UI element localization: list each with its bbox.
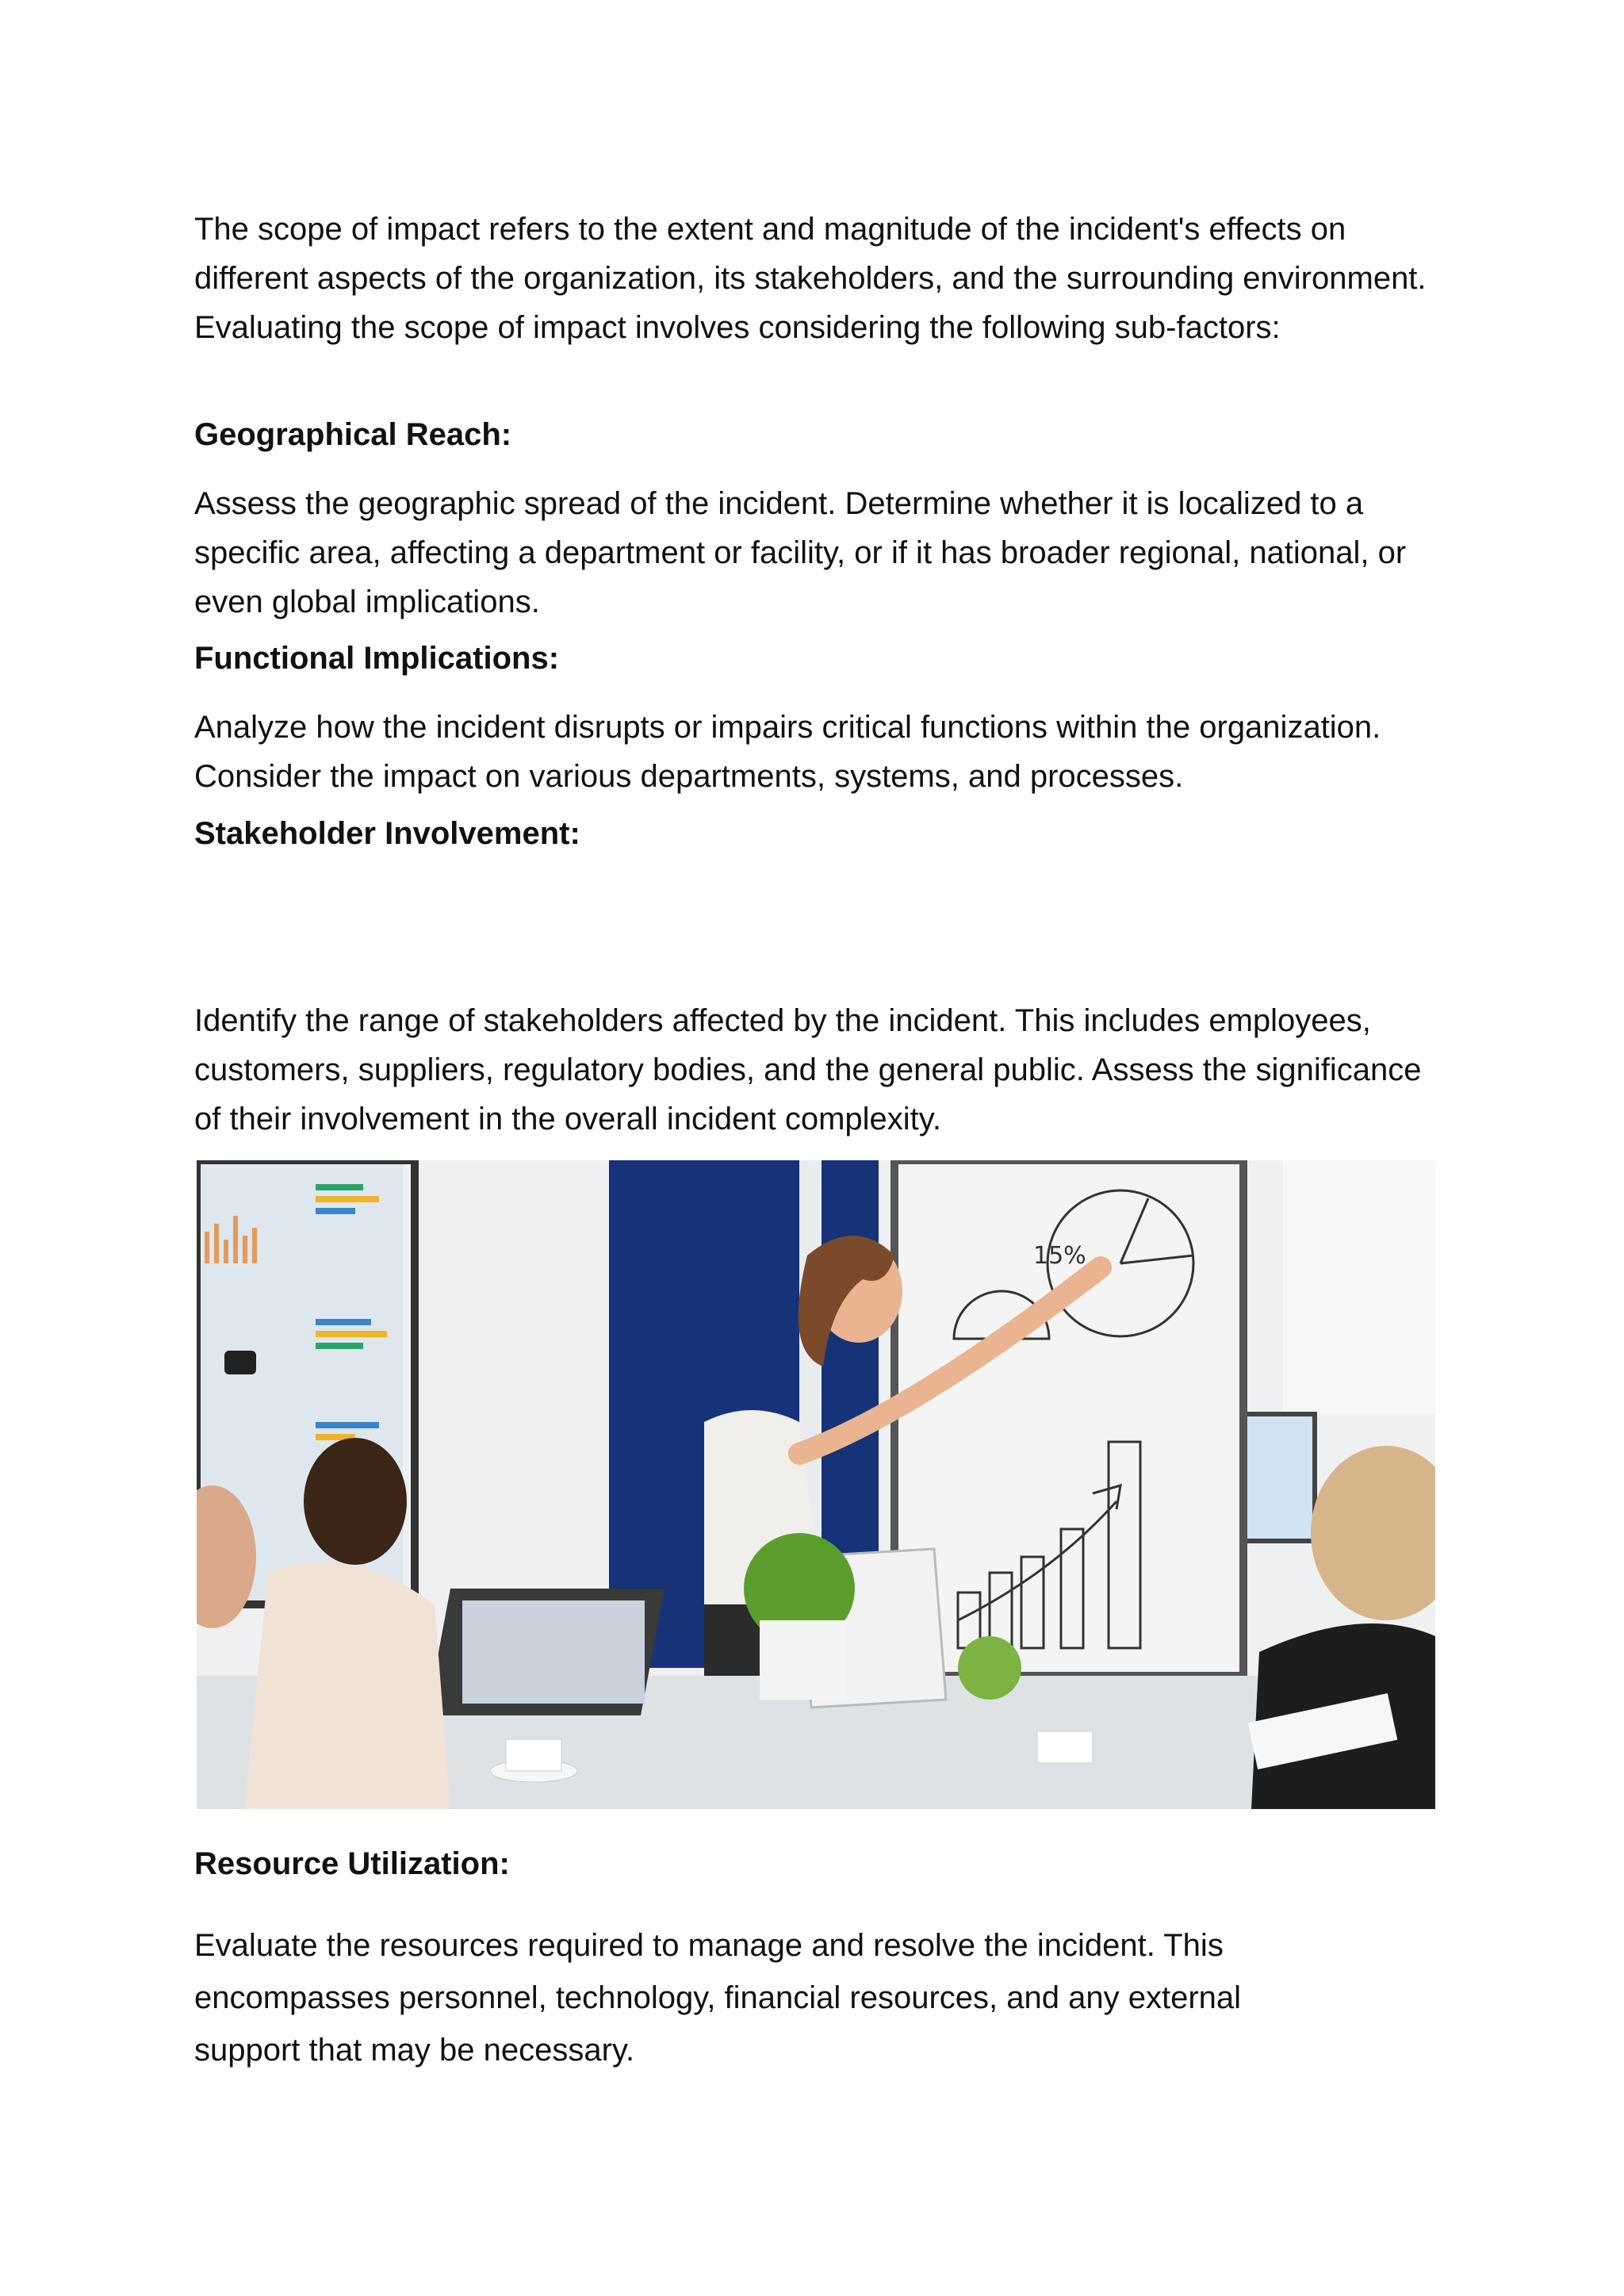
heading-functional-implications: Functional Implications: [194, 641, 560, 676]
heading-stakeholder-involvement: Stakeholder Involvement: [194, 816, 580, 851]
flipchart-label: 15% [1033, 1242, 1086, 1270]
intro-paragraph: The scope of impact refers to the extent and magnitude of the incident's effects on different aspects of the organization, its stakeholders, and the surrounding environment. Evaluating the scope of impact involves considering the following sub-factors: [194, 212, 1427, 345]
paragraph-stakeholder-involvement: Identify the range of stakeholders affected by the incident. This includes employees, customers, suppliers, regulatory bodies, and the general public. Assess the significance of their involvement in the overall incident complexity. [194, 1003, 1422, 1137]
flipchart [894, 1160, 1243, 1676]
heading-resource-utilization: Resource Utilization: [194, 1846, 510, 1881]
heading-geographical-reach: Geographical Reach: [194, 417, 512, 452]
presentation-illustration [197, 1160, 1435, 1809]
meeting-photo [197, 1160, 1435, 1809]
paragraph-geographical-reach: Assess the geographic spread of the incident. Determine whether it is localized to a specific area, affecting a department or facility, or if it has broader regional, national, or even global implications. [194, 486, 1407, 619]
paragraph-resource-utilization: Evaluate the resources required to manage and resolve the incident. This encompasses personnel, technology, financial resources, and any external support that may be necessary. [194, 1928, 1242, 2068]
paragraph-functional-implications: Analyze how the incident disrupts or impairs critical functions within the organization. Consider the impact on various departments, systems, and processes. [194, 710, 1381, 794]
